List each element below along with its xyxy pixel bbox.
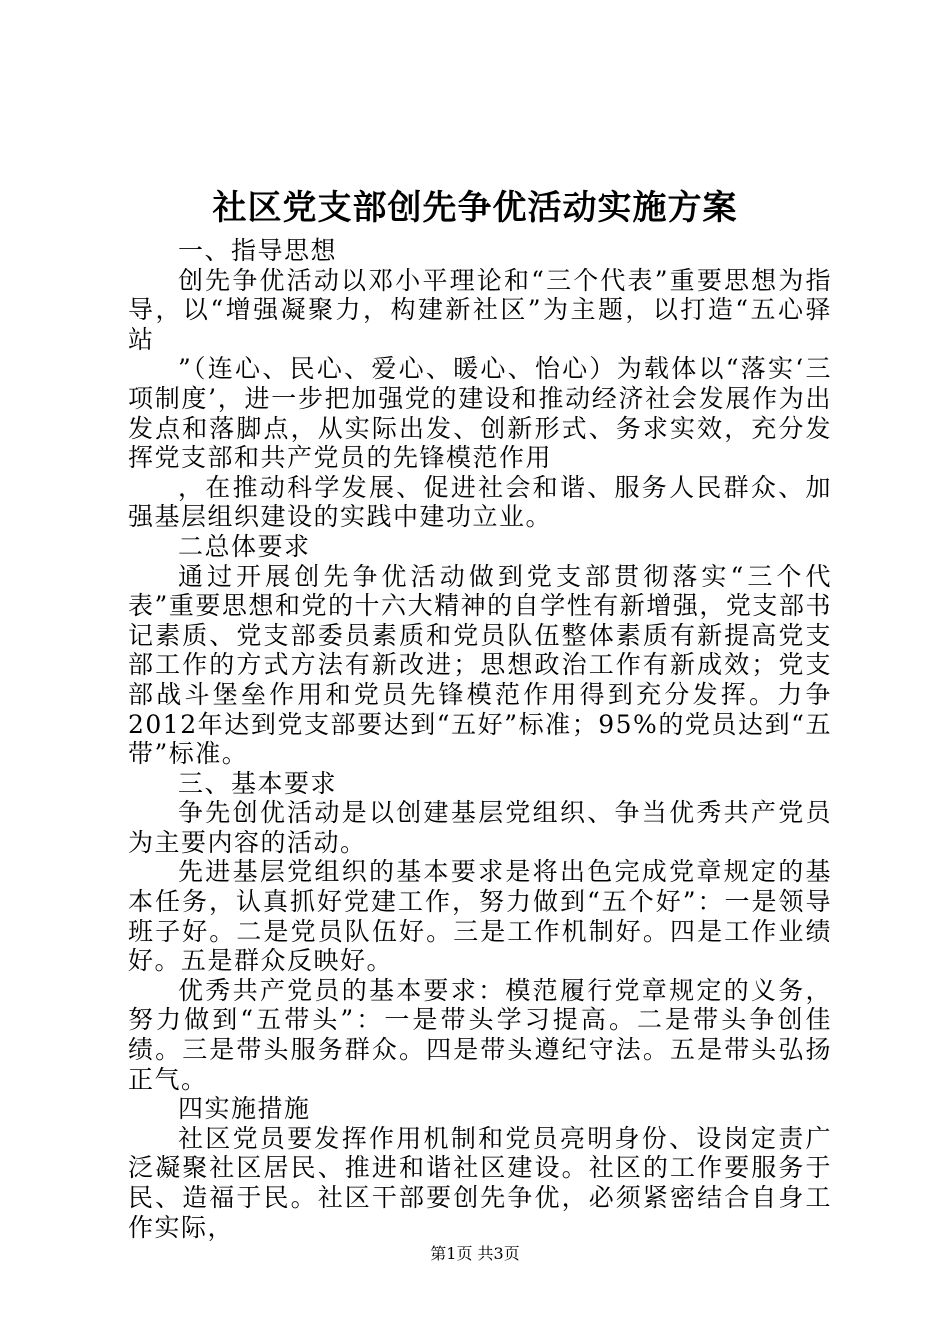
document-title: 社区党支部创先争优活动实施方案: [212, 188, 738, 228]
paragraph: 优秀共产党员的基本要求：模范履行党章规定的义务，努力做到“五带头”：一是带头学习提高。二是带头争创佳绩。三是带头服务群众。四是带头遵纪守法。五是带头弘扬正气。: [128, 975, 832, 1094]
paragraph: 通过开展创先争优活动做到党支部贯彻落实“三个代表”重要思想和党的十六大精神的自学性有新增强，党支部书记素质、党支部委员素质和党员队伍整体素质有新提高党支部工作的方式方法有新改进；思想政治工作有新成效；党支部战斗堡垒作用和党员先锋模范作用得到充分发挥。力争2012年达到党支部要达到“五好”标准；95%的党员达到“五带”标准。: [128, 561, 832, 769]
paragraph: 创先争优活动以邓小平理论和“三个代表”重要思想为指导，以“增强凝聚力，构建新社区”为主题，以打造“五心驿站: [128, 265, 832, 354]
section-heading: 三、基本要求: [178, 768, 338, 798]
paragraph: 社区党员要发挥作用机制和党员亮明身份、设岗定责广泛凝聚社区居民、推进和谐社区建设。社区的工作要服务于民、造福于民。社区干部要创先争优，必须紧密结合自身工作实际，: [128, 1123, 832, 1242]
section-heading: 四实施措施: [178, 1094, 311, 1124]
section-heading: 二总体要求: [178, 531, 311, 561]
page-footer: 第1页 共3页: [430, 1244, 520, 1263]
paragraph: 争先创优活动是以创建基层党组织、争当优秀共产党员为主要内容的活动。: [128, 798, 832, 857]
paragraph: 先进基层党组织的基本要求是将出色完成党章规定的基本任务，认真抓好党建工作，努力做到“五个好”：一是领导班子好。二是党员队伍好。三是工作机制好。四是工作业绩好。五是群众反映好。: [128, 857, 832, 976]
paragraph: ，在推动科学发展、促进社会和谐、服务人民群众、加强基层组织建设的实践中建功立业。: [128, 472, 832, 532]
section-heading: 一、指导思想: [178, 236, 338, 265]
paragraph: ”（连心、民心、爱心、暖心、怡心）为载体以“落实‘三项制度’，进一步把加强党的建设和推动经济社会发展作为出发点和落脚点，从实际出发、创新形式、务求实效，充分发挥党支部和共产党员的先锋模范作用: [128, 354, 832, 473]
document-body: [128, 236, 832, 1242]
